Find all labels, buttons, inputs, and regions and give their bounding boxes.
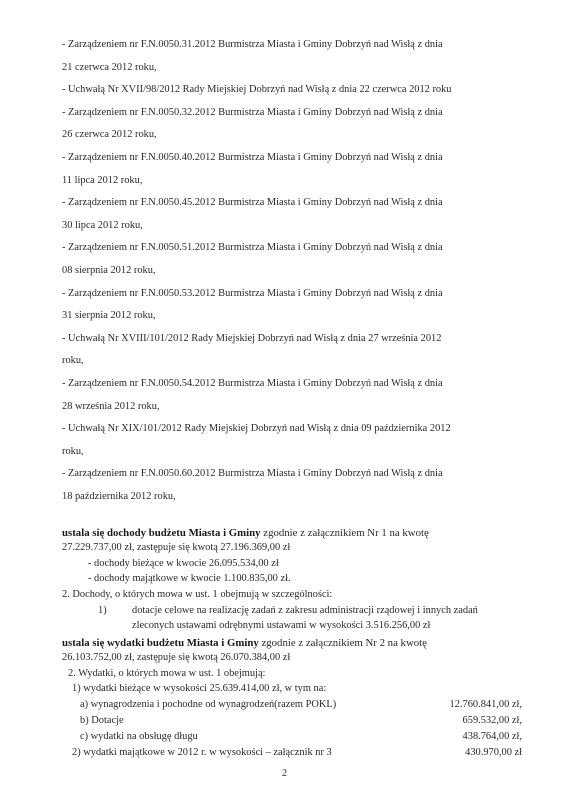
- expense-row: [80, 730, 522, 744]
- expenses-heading-bold: ustala się wydatki budżetu Miasta i Gminy: [62, 637, 259, 649]
- list-line: 18 października 2012 roku,: [62, 491, 176, 502]
- expense-row: [72, 746, 522, 760]
- list-line: - Zarządzeniem nr F.N.0050.40.2012 Burmistrza Miasta i Gminy Dobrzyń nad Wisłą z dnia: [62, 152, 443, 163]
- income-current: - dochody bieżące w kwocie 26.095.534,00 zł: [88, 558, 279, 569]
- expense-row-label: a) wynagrodzenia i pochodne od wynagrodzeń(razem POKL): [80, 699, 337, 710]
- income-point-2: 2. Dochody, o których mowa w ust. 1 obejmują w szczególności:: [62, 589, 333, 600]
- expense-row-label: b) Dotacje: [80, 715, 124, 726]
- income-sub1-number: 1): [98, 605, 107, 616]
- expenses-amount-line: 26.103.752,00 zł, zastępuje się kwotą 26.070.384,00 zł: [62, 652, 291, 663]
- income-heading-bold: ustala się dochody budżetu Miasta i Gminy: [62, 527, 261, 539]
- list-line: - Zarządzeniem nr F.N.0050.31.2012 Burmistrza Miasta i Gminy Dobrzyń nad Wisłą z dnia: [62, 39, 443, 50]
- list-line: 21 czerwca 2012 roku,: [62, 61, 157, 73]
- list-line: 08 sierpnia 2012 roku,: [62, 265, 156, 276]
- income-capital: - dochody majątkowe w kwocie 1.100.835,00 zł.: [88, 573, 291, 584]
- income-sub1-continued: zleconych ustawami odrębnymi ustawami w wysokości 3.516.256,00 zł: [132, 620, 431, 631]
- list-line: - Zarządzeniem nr F.N.0050.60.2012 Burmistrza Miasta i Gminy Dobrzyń nad Wisłą z dnia: [62, 468, 443, 480]
- list-line: 31 sierpnia 2012 roku,: [62, 310, 156, 322]
- expense-row-amount: 430.970,00 zł: [465, 747, 522, 758]
- income-heading-rest: zgodnie z załącznikiem Nr 1 na kwotę: [260, 527, 429, 539]
- list-line: roku,: [62, 445, 84, 457]
- expenses-heading: [62, 636, 526, 650]
- expenses-heading-rest: zgodnie z załącznikiem Nr 2 na kwotę: [258, 637, 427, 649]
- income-amount-line: 27.229.737,00 zł, zastępuje się kwotą 27.196.369,00 zł: [62, 542, 291, 553]
- list-line: - Zarządzeniem nr F.N.0050.54.2012 Burmistrza Miasta i Gminy Dobrzyń nad Wisłą z dnia: [62, 378, 443, 389]
- expense-row-amount: 12.760.841,00 zł,: [449, 699, 522, 710]
- list-line: - Uchwałą Nr XVIII/101/2012 Rady Miejskiej Dobrzyń nad Wisłą z dnia 27 września 2012: [62, 332, 442, 344]
- list-line: 28 września 2012 roku,: [62, 400, 160, 412]
- list-line: - Zarządzeniem nr F.N.0050.53.2012 Burmistrza Miasta i Gminy Dobrzyń nad Wisłą z dnia: [62, 287, 443, 299]
- list-line: - Zarządzeniem nr F.N.0050.45.2012 Burmistrza Miasta i Gminy Dobrzyń nad Wisłą z dnia: [62, 197, 443, 209]
- expense-row-label: 2) wydatki majątkowe w 2012 r. w wysokości – załącznik nr 3: [72, 747, 332, 758]
- list-line: roku,: [62, 355, 84, 367]
- list-line: - Zarządzeniem nr F.N.0050.51.2012 Burmistrza Miasta i Gminy Dobrzyń nad Wisłą z dnia: [62, 242, 443, 254]
- list-line: 11 lipca 2012 roku,: [62, 174, 143, 186]
- expense-row-amount: 659.532,00 zł,: [462, 715, 522, 726]
- list-line: - Uchwałą Nr XIX/101/2012 Rady Miejskiej Dobrzyń nad Wisłą z dnia 09 października 2012: [62, 423, 451, 435]
- page-number: 2: [282, 768, 287, 779]
- expense-row: [80, 698, 522, 712]
- expense-row-amount: 438.764,00 zł,: [462, 731, 522, 742]
- list-line: - Uchwałą Nr XVII/98/2012 Rady Miejskiej Dobrzyń nad Wisłą z dnia 22 czerwca 2012 roku: [62, 84, 452, 96]
- expense-row: [80, 714, 522, 728]
- expenses-item-1: 1) wydatki bieżące w wysokości 25.639.414,00 zł, w tym na:: [72, 683, 327, 694]
- expenses-point-2: 2. Wydatki, o których mowa w ust. 1 obejmują:: [68, 668, 266, 679]
- list-line: 26 czerwca 2012 roku,: [62, 129, 157, 141]
- income-sub1-text: dotacje celowe na realizację zadań z zakresu administracji rządowej i innych zadań: [132, 605, 478, 616]
- list-line: - Zarządzeniem nr F.N.0050.32.2012 Burmistrza Miasta i Gminy Dobrzyń nad Wisłą z dnia: [62, 106, 443, 118]
- income-heading: [62, 526, 526, 540]
- expense-row-label: c) wydatki na obsługę długu: [80, 731, 198, 742]
- list-line: 30 lipca 2012 roku,: [62, 219, 143, 231]
